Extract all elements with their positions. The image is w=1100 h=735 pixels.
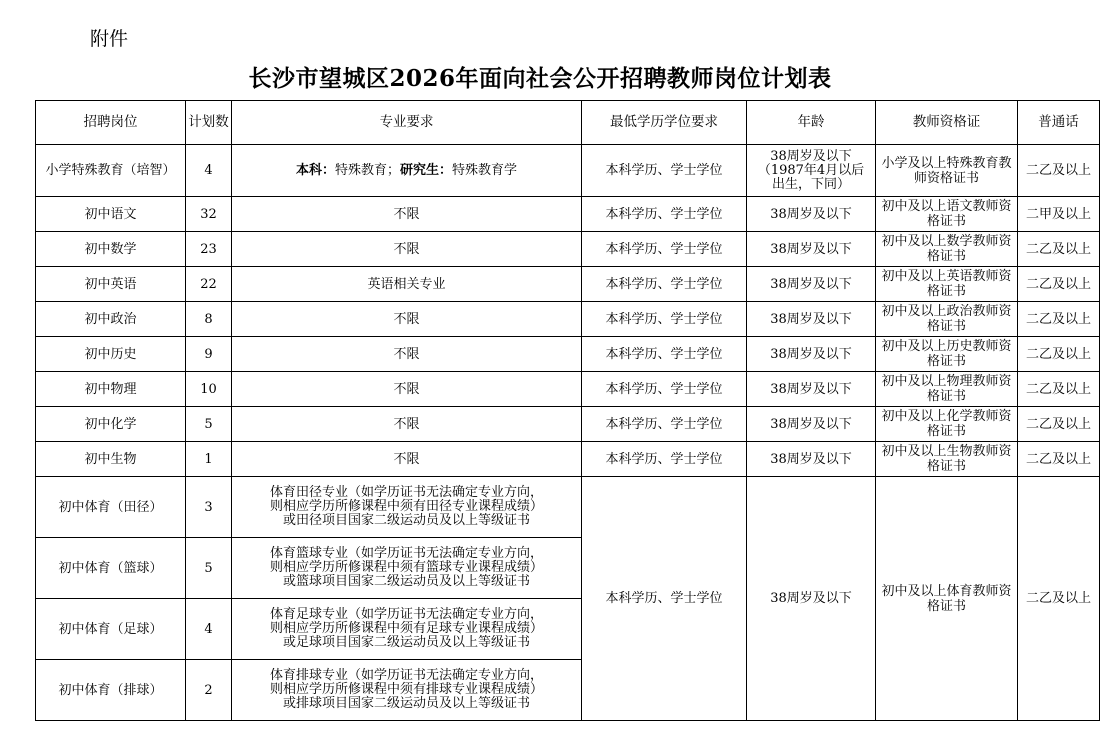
cell-education: 本科学历、学士学位 [582, 232, 747, 267]
cell-certificate: 初中及以上历史教师资格证书 [876, 337, 1018, 372]
cell-education: 本科学历、学士学位 [582, 302, 747, 337]
cell-mandarin: 二乙及以上 [1018, 477, 1100, 721]
cell-count: 23 [186, 232, 232, 267]
cell-certificate: 初中及以上物理教师资格证书 [876, 372, 1018, 407]
cell-position: 小学特殊教育（培智） [36, 145, 186, 197]
major-text: 特殊教育学 [452, 163, 518, 178]
cell-certificate: 初中及以上生物教师资格证书 [876, 442, 1018, 477]
cell-education: 本科学历、学士学位 [582, 442, 747, 477]
cell-age: 38周岁及以下 [747, 372, 876, 407]
cell-certificate: 初中及以上政治教师资格证书 [876, 302, 1018, 337]
cell-mandarin: 二乙及以上 [1018, 267, 1100, 302]
cell-position: 初中体育（篮球） [36, 538, 186, 599]
cell-mandarin: 二甲及以上 [1018, 197, 1100, 232]
major-bold-label: 本科： [295, 163, 335, 178]
cell-position: 初中数学 [36, 232, 186, 267]
cell-major: 不限 [232, 407, 582, 442]
cell-education: 本科学历、学士学位 [582, 407, 747, 442]
cell-age: 38周岁及以下 [747, 477, 876, 721]
cell-age: 38周岁及以下 [747, 302, 876, 337]
cell-age: 38周岁及以下 [747, 442, 876, 477]
cell-mandarin: 二乙及以上 [1018, 372, 1100, 407]
table-row [36, 197, 1100, 232]
table-row [36, 337, 1100, 372]
major-line: 则相应学历所修课程中须有田径专业课程成绩） [269, 499, 543, 514]
cell-count: 2 [186, 660, 232, 721]
major-line: 体育田径专业（如学历证书无法确定专业方向， [269, 485, 543, 500]
major-line: 或足球项目国家二级运动员及以上等级证书 [282, 635, 530, 650]
cell-certificate: 初中及以上英语教师资格证书 [876, 267, 1018, 302]
cell-count: 22 [186, 267, 232, 302]
cell-count: 5 [186, 407, 232, 442]
cell-major [232, 599, 582, 660]
recruitment-plan-table [35, 100, 1100, 721]
cell-major: 英语相关专业 [232, 267, 582, 302]
cell-count: 4 [186, 145, 232, 197]
cell-position: 初中体育（田径） [36, 477, 186, 538]
major-bold-label: 研究生： [400, 163, 453, 178]
table-row [36, 407, 1100, 442]
major-line: 或田径项目国家二级运动员及以上等级证书 [282, 513, 530, 528]
cell-age: 38周岁及以下 [747, 337, 876, 372]
major-line: 则相应学历所修课程中须有篮球专业课程成绩） [269, 560, 543, 575]
page-title: 长沙市望城区2026年面向社会公开招聘教师岗位计划表 [248, 65, 832, 92]
header-education: 最低学历学位要求 [582, 101, 747, 145]
cell-major: 不限 [232, 197, 582, 232]
cell-age: 38周岁及以下 [747, 407, 876, 442]
cell-position: 初中英语 [36, 267, 186, 302]
cell-certificate: 初中及以上语文教师资格证书 [876, 197, 1018, 232]
table-row [36, 232, 1100, 267]
table-row [36, 477, 1100, 538]
major-line: 体育篮球专业（如学历证书无法确定专业方向， [269, 546, 543, 561]
cell-major: 不限 [232, 232, 582, 267]
cell-mandarin: 二乙及以上 [1018, 337, 1100, 372]
header-major: 专业要求 [232, 101, 582, 145]
cell-count: 5 [186, 538, 232, 599]
cell-major: 不限 [232, 442, 582, 477]
cell-count: 8 [186, 302, 232, 337]
cell-education: 本科学历、学士学位 [582, 337, 747, 372]
header-mandarin: 普通话 [1018, 101, 1100, 145]
header-certificate: 教师资格证 [876, 101, 1018, 145]
table-row [36, 302, 1100, 337]
cell-position: 初中化学 [36, 407, 186, 442]
table-header-row [36, 101, 1100, 145]
cell-major: 不限 [232, 337, 582, 372]
cell-position: 初中体育（排球） [36, 660, 186, 721]
cell-mandarin: 二乙及以上 [1018, 442, 1100, 477]
table-row [36, 372, 1100, 407]
age-line: 38周岁及以下 [770, 148, 852, 164]
cell-count: 3 [186, 477, 232, 538]
cell-certificate: 初中及以上数学教师资格证书 [876, 232, 1018, 267]
cell-education: 本科学历、学士学位 [582, 372, 747, 407]
cell-count: 9 [186, 337, 232, 372]
major-text: 特殊教育； [334, 163, 400, 178]
cell-age: 38周岁及以下 [747, 197, 876, 232]
cell-mandarin: 二乙及以上 [1018, 407, 1100, 442]
table-row [36, 442, 1100, 477]
age-line: （1987年4月以后 [757, 162, 865, 178]
major-line: 则相应学历所修课程中须有排球专业课程成绩） [269, 682, 543, 697]
cell-major [232, 660, 582, 721]
cell-certificate: 初中及以上体育教师资格证书 [876, 477, 1018, 721]
cell-position: 初中语文 [36, 197, 186, 232]
cell-position: 初中生物 [36, 442, 186, 477]
cell-count: 32 [186, 197, 232, 232]
cell-age: 38周岁及以下 [747, 267, 876, 302]
cell-count: 4 [186, 599, 232, 660]
cell-mandarin: 二乙及以上 [1018, 302, 1100, 337]
cell-major: 不限 [232, 372, 582, 407]
attachment-label: 附件 [90, 28, 129, 50]
age-line: 出生，下同） [771, 176, 850, 192]
cell-education: 本科学历、学士学位 [582, 197, 747, 232]
cell-certificate: 小学及以上特殊教育教师资格证书 [876, 145, 1018, 197]
cell-education: 本科学历、学士学位 [582, 267, 747, 302]
cell-education: 本科学历、学士学位 [582, 477, 747, 721]
cell-education: 本科学历、学士学位 [582, 145, 747, 197]
cell-mandarin: 二乙及以上 [1018, 232, 1100, 267]
major-line: 则相应学历所修课程中须有足球专业课程成绩） [269, 621, 543, 636]
cell-age: 38周岁及以下 [747, 232, 876, 267]
cell-position: 初中体育（足球） [36, 599, 186, 660]
cell-position: 初中历史 [36, 337, 186, 372]
major-line: 体育排球专业（如学历证书无法确定专业方向， [269, 668, 543, 683]
cell-major [232, 145, 582, 197]
cell-position: 初中物理 [36, 372, 186, 407]
header-age: 年龄 [747, 101, 876, 145]
table-row [36, 267, 1100, 302]
major-line: 体育足球专业（如学历证书无法确定专业方向， [269, 607, 543, 622]
header-count: 计划数 [186, 101, 232, 145]
cell-major: 不限 [232, 302, 582, 337]
cell-major [232, 538, 582, 599]
cell-age [747, 145, 876, 197]
table-row [36, 145, 1100, 197]
major-line: 或篮球项目国家二级运动员及以上等级证书 [282, 574, 530, 589]
cell-count: 1 [186, 442, 232, 477]
cell-certificate: 初中及以上化学教师资格证书 [876, 407, 1018, 442]
cell-position: 初中政治 [36, 302, 186, 337]
major-line: 或排球项目国家二级运动员及以上等级证书 [282, 696, 530, 711]
cell-count: 10 [186, 372, 232, 407]
cell-major [232, 477, 582, 538]
header-position: 招聘岗位 [36, 101, 186, 145]
cell-mandarin: 二乙及以上 [1018, 145, 1100, 197]
